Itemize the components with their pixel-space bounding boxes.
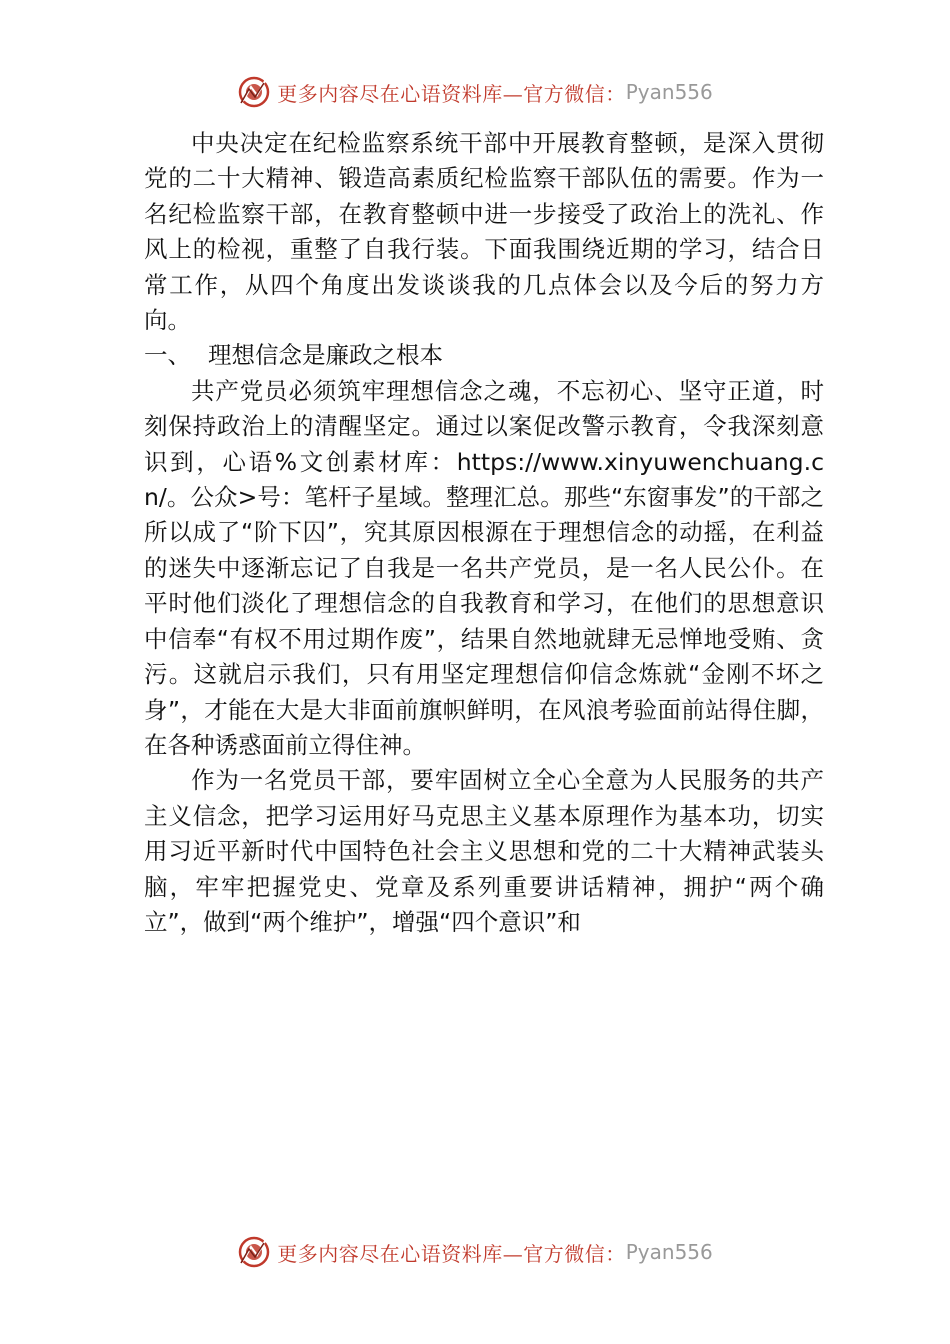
brand-logo-icon bbox=[237, 1235, 271, 1269]
intro-paragraph: 中央决定在纪检监察系统干部中开展教育整顿，是深入贯彻党的二十大精神、锻造高素质纪检监察干部队伍的需要。作为一名纪检监察干部，在教育整顿中进一步接受了政治上的洗礼、作风上的检视，重整了自我行装。下面我围绕近期的学习，结合日常工作，从四个角度出发谈谈我的几点体会以及今后的努力方向。 bbox=[144, 129, 824, 335]
body-paragraph-1: 共产党员必须筑牢理想信念之魂，不忘初心、坚守正道，时刻保持政治上的清醒坚定。通过以案促改警示教育，令我深刻意识到，心语%文创素材库：https://www.xinyuwenchuang.cn/。公众>号：笔杆子星域。整理汇总。那些“东窗事发”的干部之所以成了“阶下囚”，究其原因根源在于理想信念的动摇，在利益的迷失中逐渐忘记了自我是一名共产党员，是一名人民公仆。在平时他们淡化了理想信念的自我教育和学习，在他们的思想意识中信奉“有权不用过期作废”，结果自然地就肆无忌惮地受贿、贪污。这就启示我们，只有用坚定理想信仰信念炼就“金刚不坏之身”，才能在大是大非面前旗帜鲜明，在风浪考验面前站得住脚，在各种诱惑面前立得住神。 bbox=[144, 376, 824, 759]
header-banner bbox=[0, 72, 950, 112]
banner-text: 更多内容尽在心语资料库—官方微信： bbox=[277, 1241, 626, 1266]
banner-wechat-id: Pyan556 bbox=[625, 80, 713, 104]
section-heading bbox=[144, 338, 824, 373]
banner-wechat-id: Pyan556 bbox=[625, 1240, 713, 1264]
body-paragraph-2: 作为一名党员干部，要牢固树立全心全意为人民服务的共产主义信念，把学习运用好马克思主义基本原理作为基本功，切实用习近平新时代中国特色社会主义思想和党的二十大精神武装头脑，牢牢把握党史、党章及系列重要讲话精神，拥护“两个确立”，做到“两个维护”，增强“四个意识”和 bbox=[144, 766, 824, 936]
section-number: 一、 bbox=[144, 341, 191, 370]
section-title: 理想信念是廉政之根本 bbox=[208, 341, 443, 370]
footer-banner bbox=[0, 1232, 950, 1272]
document-body bbox=[144, 126, 824, 940]
brand-logo-icon bbox=[237, 75, 271, 109]
banner-text: 更多内容尽在心语资料库—官方微信： bbox=[277, 81, 626, 106]
